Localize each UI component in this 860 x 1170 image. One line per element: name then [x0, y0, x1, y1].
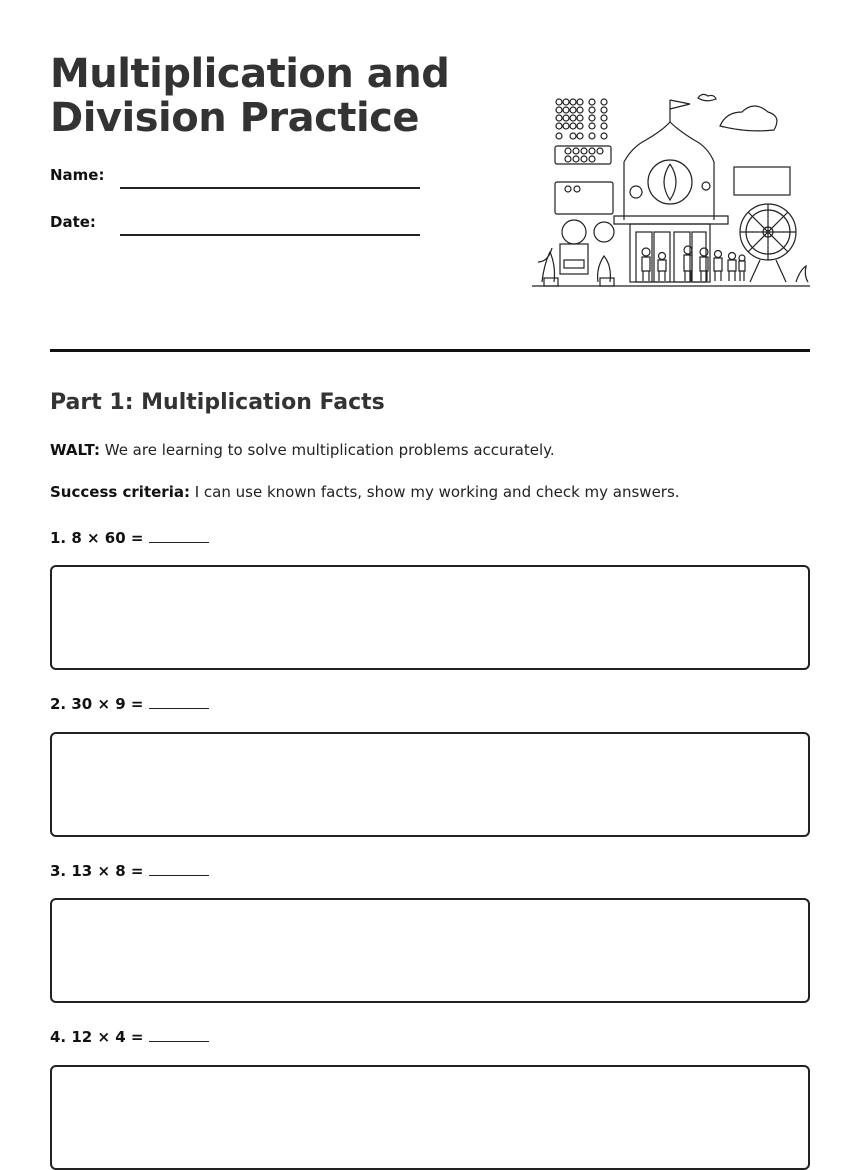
question-3-working-box[interactable]: [50, 898, 810, 1003]
school-building-icon: [614, 122, 790, 282]
part1-title: Part 1: Multiplication Facts: [50, 390, 385, 415]
question-4-working-box[interactable]: [50, 1065, 810, 1170]
success-criteria-text: I can use known facts, show my working and check my answers.: [189, 483, 680, 501]
market-stall-icon: [538, 220, 614, 286]
children-icon: [642, 246, 745, 281]
question-2-answer-blank[interactable]: [149, 696, 209, 709]
success-criteria-label: Success criteria:: [50, 483, 190, 501]
question-1-text: 1. 8 × 60 =: [50, 529, 144, 547]
name-label: Name:: [50, 166, 105, 184]
date-field[interactable]: [120, 234, 420, 236]
worksheet-title: [50, 52, 449, 140]
title-line-1: Multiplication and: [50, 51, 450, 97]
title-line-2: Division Practice: [50, 95, 420, 141]
walt-statement: [50, 441, 555, 459]
question-2-text: 2. 30 × 9 =: [50, 695, 144, 713]
walt-label: WALT:: [50, 441, 100, 459]
question-2-working-box[interactable]: [50, 732, 810, 837]
question-4-answer-blank[interactable]: [149, 1029, 209, 1042]
question-1: [50, 529, 209, 547]
question-3-text: 3. 13 × 8 =: [50, 862, 144, 880]
question-1-working-box[interactable]: [50, 565, 810, 670]
question-3-answer-blank[interactable]: [149, 863, 209, 876]
question-4-text: 4. 12 × 4 =: [50, 1028, 144, 1046]
question-3: [50, 862, 209, 880]
question-1-answer-blank[interactable]: [149, 530, 209, 543]
counters-icon: [555, 99, 613, 214]
ferris-wheel-icon: [740, 204, 796, 282]
school-fair-illustration: [528, 92, 812, 292]
date-label: Date:: [50, 213, 96, 231]
question-4: [50, 1028, 209, 1046]
question-2: [50, 695, 209, 713]
name-field[interactable]: [120, 187, 420, 189]
success-criteria: [50, 483, 680, 501]
header-divider: [50, 349, 810, 352]
walt-text: We are learning to solve multiplication problems accurately.: [99, 441, 555, 459]
